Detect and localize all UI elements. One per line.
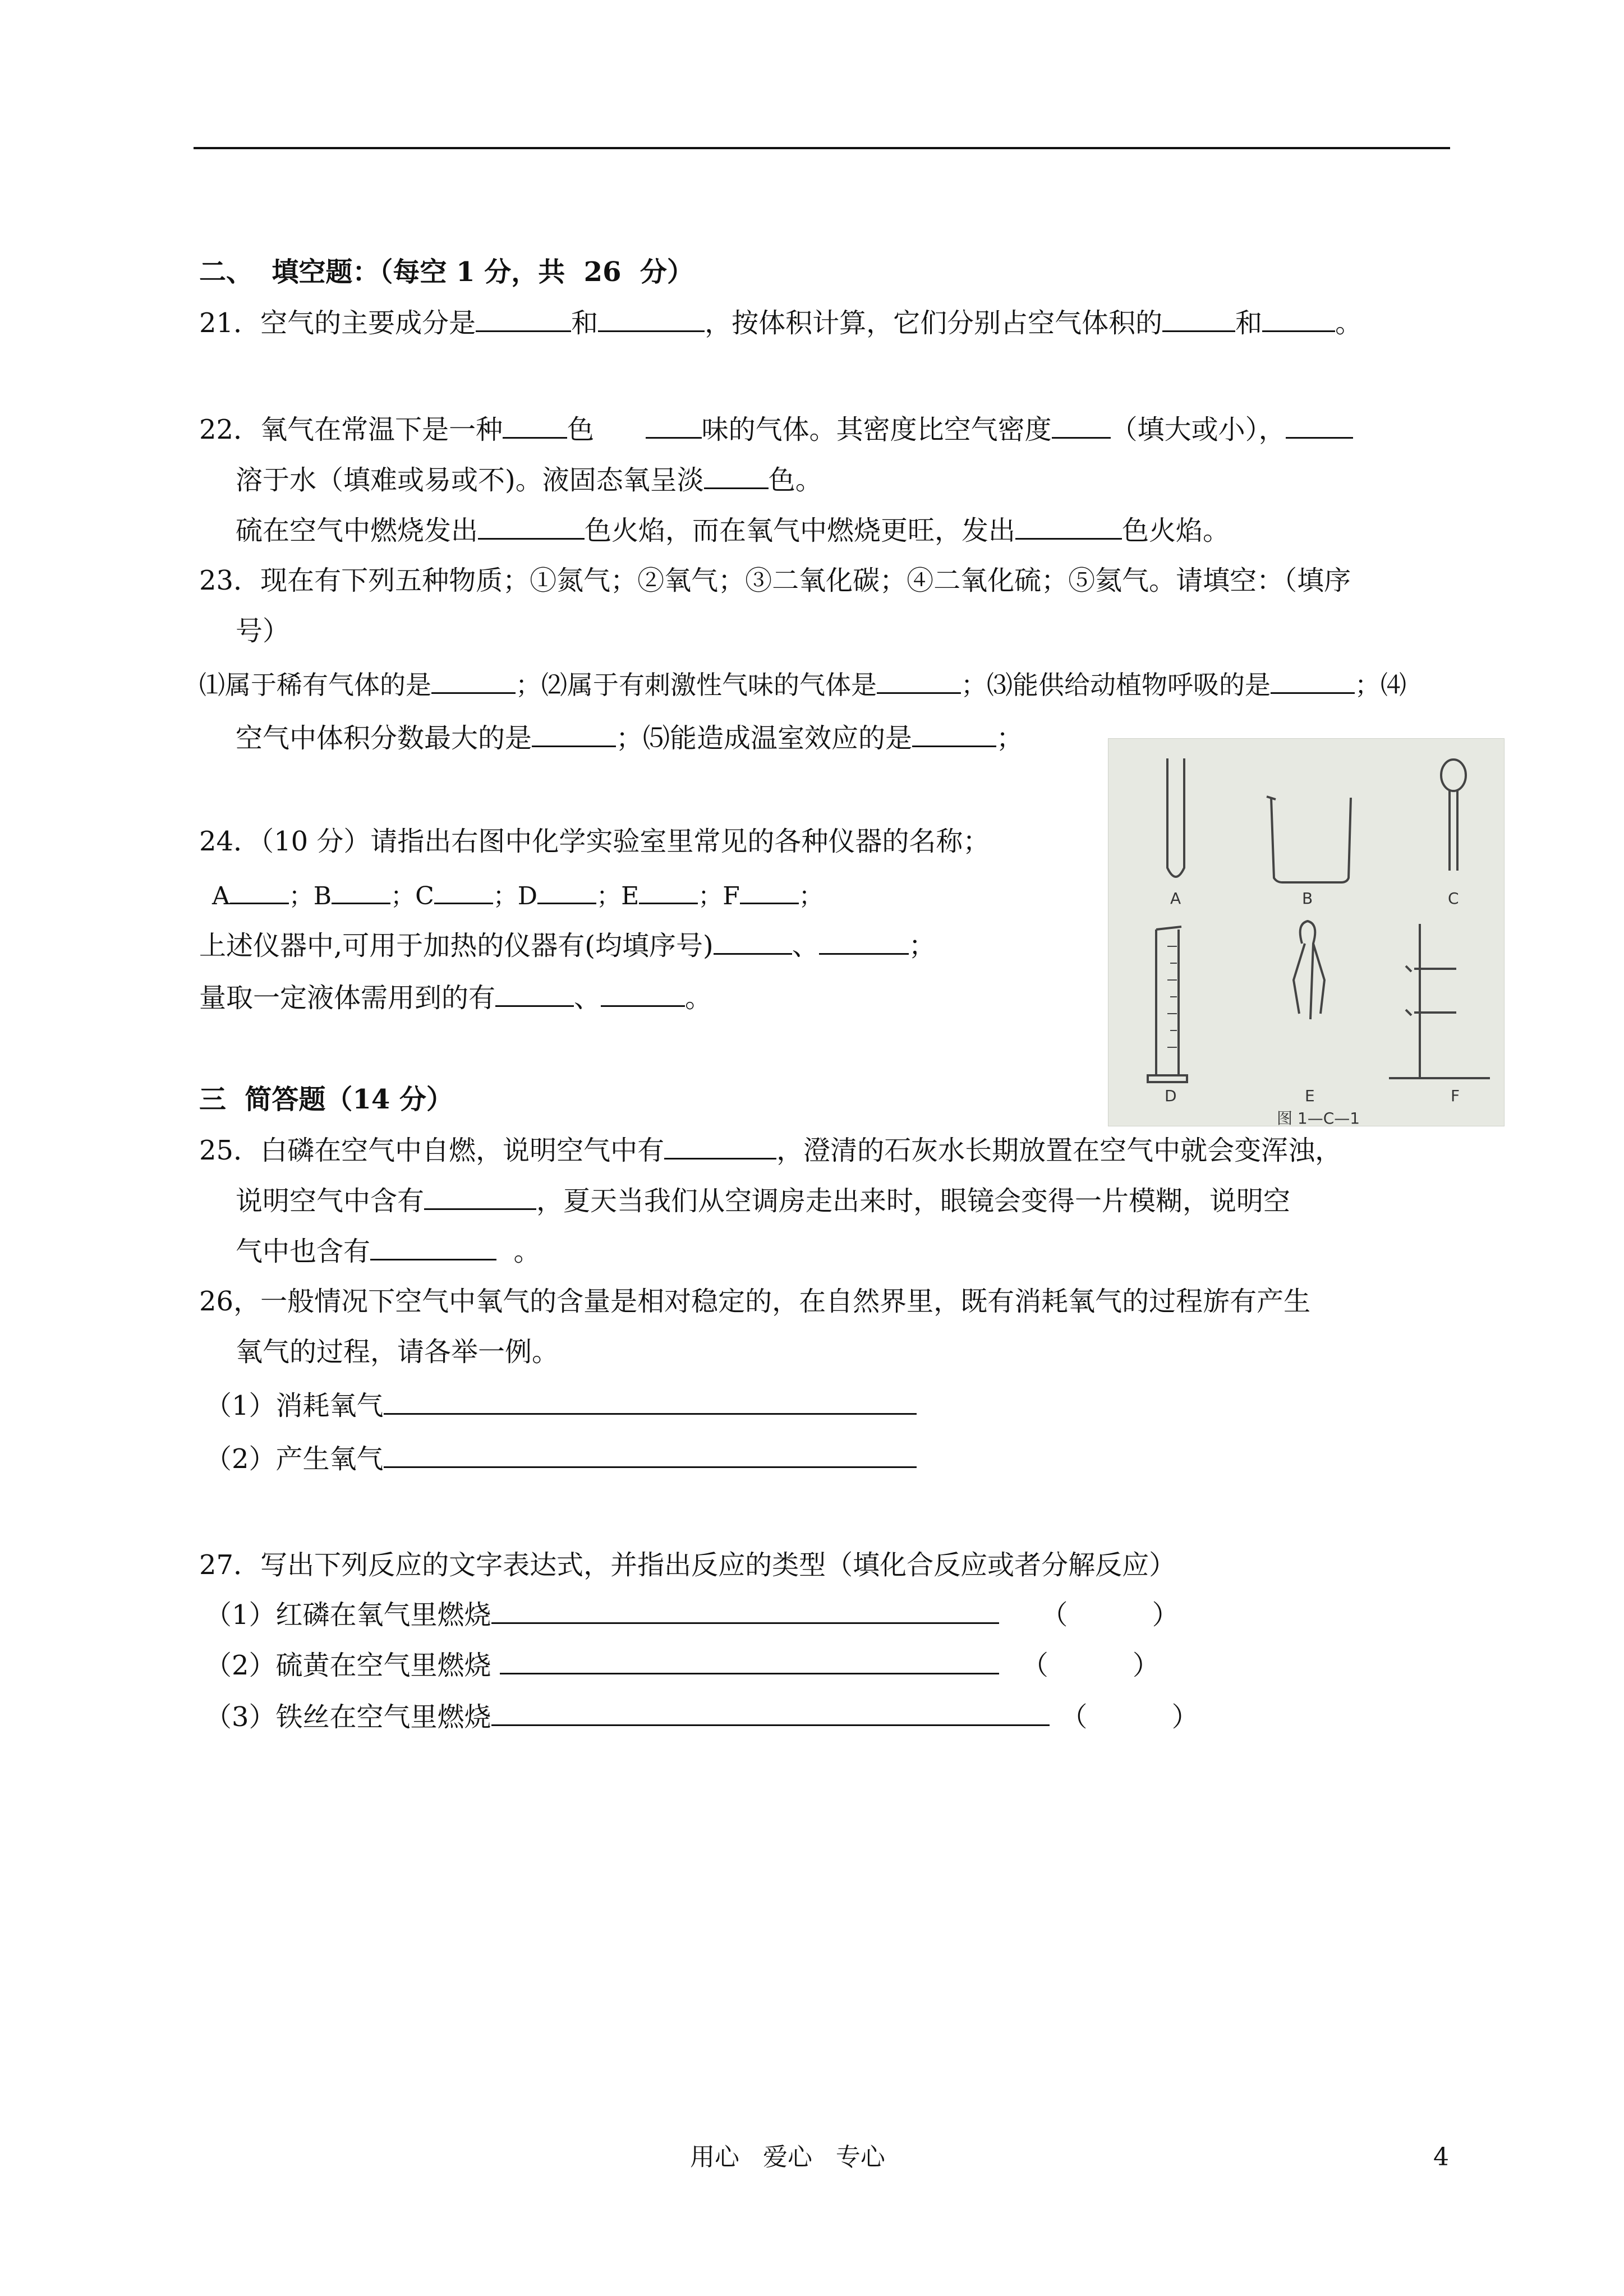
instrument-drawings [1108, 739, 1504, 1126]
question-23-line3: ⑴属于稀有气体的是 ；⑵属于有刺激性气味的气体是 ；⑶能供给动植物呼吸的是 ；⑷ [199, 668, 1406, 702]
tube-holder-drawing [1294, 921, 1324, 1019]
answer-blank[interactable] [491, 1598, 999, 1624]
answer-blank[interactable] [819, 928, 909, 955]
question-23-line4: 空气中体积分数最大的是 ；⑸能造成温室效应的是 ； [236, 721, 1023, 755]
question-24-line1: 24．（10 分）请指出右图中化学实验室里常见的各种仪器的名称； [199, 826, 990, 857]
answer-blank[interactable] [664, 1133, 776, 1159]
answer-blank[interactable] [912, 721, 996, 747]
question-24-line3: 上述仪器中,可用于加热的仪器有(均填序号) 、 ； [199, 928, 936, 963]
page-number: 4 [1433, 2143, 1449, 2171]
question-21: 21．空气的主要成分是 和 ，按体积计算，它们分别占空气体积的 和 。 [199, 306, 1362, 340]
answer-blank[interactable] [1162, 306, 1235, 332]
answer-blank[interactable] [646, 412, 702, 439]
answer-blank[interactable] [537, 878, 596, 904]
figure-caption: 图 1—C—1 [1277, 1109, 1360, 1128]
question-22-line3: 硫在空气中燃烧发出 色火焰，而在氧气中燃烧更旺，发出 色火焰。 [236, 513, 1230, 547]
dropper-tube-drawing [1450, 790, 1457, 871]
test-tube-drawing [1167, 758, 1184, 877]
question-23-line2: 号） [236, 615, 290, 647]
answer-blank[interactable] [370, 1234, 496, 1260]
answer-blank[interactable] [877, 668, 961, 694]
beaker-drawing [1267, 797, 1351, 882]
answer-blank[interactable] [740, 878, 799, 904]
question-24-line4: 量取一定液体需用到的有 、 。 [199, 981, 712, 1015]
iron-stand-drawing [1389, 924, 1490, 1078]
question-25-line2: 说明空气中含有 ，夏天当我们从空调房走出来时，眼镜会变得一片模糊，说明空 [236, 1184, 1290, 1218]
section3-title: 三 简答题（14 分） [199, 1084, 453, 1115]
answer-blank[interactable] [704, 463, 769, 489]
footer-motto: 用心 爱心 专心 [690, 2143, 885, 2171]
answer-blank[interactable] [424, 1184, 536, 1210]
question-26-part1: （1）消耗氧气 [205, 1388, 917, 1423]
answer-blank[interactable] [1271, 668, 1355, 694]
question-26-part2: （2）产生氧气 [205, 1442, 917, 1476]
question-22-line1: 22．氧气在常温下是一种 色 味的气体。其密度比空气密度 （填大或小）， [199, 412, 1353, 447]
answer-blank[interactable] [431, 668, 516, 694]
header-rule [194, 147, 1450, 149]
answer-blank[interactable] [1286, 412, 1353, 439]
answer-blank[interactable] [476, 306, 571, 332]
question-26-line1: 26，一般情况下空气中氧气的含量是相对稳定的，在自然界里，既有消耗氧气的过程旂有产生 [199, 1286, 1311, 1317]
dropper-bulb-drawing [1441, 760, 1466, 791]
section2-title: 二、 填空题：（每空 1 分，共 26 分） [199, 256, 694, 288]
answer-blank[interactable] [491, 1700, 1050, 1726]
question-24-instrument-names: A ；B ；C ；D ；E ；F ； [212, 878, 823, 913]
answer-blank[interactable] [639, 878, 698, 904]
answer-blank[interactable] [1015, 513, 1122, 540]
question-25-line1: 25．白磷在空气中自燃，说明空气中有 ，澄清的石灰水长期放置在空气中就会变浑浊， [199, 1133, 1342, 1167]
question-27-part2: （2）硫黄在空气里燃烧 （ ） [205, 1648, 1160, 1682]
instrument-figure [1108, 738, 1505, 1126]
figure-label-d: D [1165, 1087, 1177, 1105]
question-27-part1: （1）红磷在氧气里燃烧 （ ） [205, 1598, 1179, 1632]
answer-blank[interactable] [434, 878, 493, 904]
question-27-part3: （3）铁丝在空气里燃烧 （ ） [205, 1700, 1199, 1734]
question-26-line2: 氧气的过程，请各举一例。 [236, 1336, 559, 1368]
answer-blank[interactable] [230, 878, 289, 904]
figure-label-f: F [1451, 1087, 1460, 1105]
answer-blank[interactable] [500, 1648, 999, 1674]
answer-blank[interactable] [598, 306, 705, 332]
graduated-cylinder-drawing [1148, 927, 1187, 1082]
answer-blank[interactable] [332, 878, 390, 904]
question-27-line1: 27．写出下列反应的文字表达式，并指出反应的类型（填化合反应或者分解反应） [199, 1549, 1176, 1581]
figure-label-b: B [1302, 889, 1313, 908]
answer-blank[interactable] [495, 981, 574, 1007]
figure-label-a: A [1170, 889, 1181, 908]
figure-label-c: C [1448, 889, 1459, 908]
answer-blank[interactable] [384, 1388, 917, 1415]
answer-blank[interactable] [384, 1442, 917, 1468]
question-23-line1: 23．现在有下列五种物质；①氮气；②氧气；③二氧化碳；④二氧化硫；⑤氦气。请填空：（填序 [199, 565, 1351, 596]
answer-blank[interactable] [601, 981, 685, 1007]
answer-blank[interactable] [1262, 306, 1335, 332]
answer-blank[interactable] [532, 721, 616, 747]
answer-blank[interactable] [478, 513, 585, 540]
answer-blank[interactable] [503, 412, 567, 439]
figure-label-e: E [1305, 1087, 1315, 1105]
answer-blank[interactable] [1052, 412, 1111, 439]
question-25-line3: 气中也含有 。 [236, 1234, 541, 1268]
question-22-line2: 溶于水（填难或易或不)。液固态氧呈淡 色。 [236, 463, 822, 497]
answer-blank[interactable] [714, 928, 792, 955]
